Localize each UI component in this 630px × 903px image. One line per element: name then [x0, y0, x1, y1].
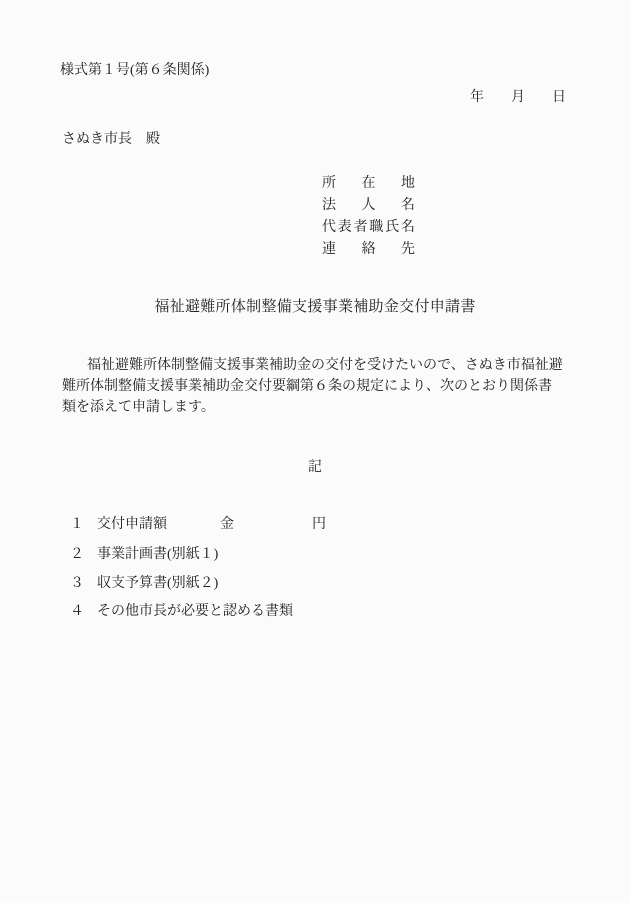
- list-item-budget: [70, 574, 218, 594]
- amount-suffix-yen-label: 円: [312, 517, 326, 532]
- body-paragraph-line: 福祉避難所体制整備支援事業補助金の交付を受けたいので、さぬき市福祉避: [87, 358, 563, 373]
- item-number: ２: [70, 547, 84, 562]
- body-paragraph-line: 類を添えて申請します。: [62, 400, 215, 415]
- applicant-info-block: [322, 173, 415, 261]
- applicant-field-representative: 代表者職氏名: [322, 220, 415, 235]
- document-title: 福祉避難所体制整備支援事業補助金交付申請書: [154, 299, 476, 315]
- item-text: その他市長が必要と認める書類: [97, 604, 293, 619]
- amount-prefix-yen-label: 金: [220, 517, 234, 532]
- body-paragraph-line: 難所体制整備支援事業補助金交付要綱第６条の規定により、次のとおり関係書: [62, 379, 552, 394]
- list-item-business-plan: [70, 545, 218, 565]
- item-number: ４: [70, 604, 84, 619]
- item-number: ３: [70, 576, 84, 591]
- applicant-field-corporate-name: 法人名: [322, 198, 415, 213]
- item-number: １: [70, 517, 84, 532]
- grant-amount-label: 交付申請額: [97, 517, 167, 532]
- list-item-grant-amount: [70, 515, 326, 535]
- list-item-other-documents: [70, 602, 293, 622]
- item-text: 事業計画書(別紙１): [97, 547, 219, 562]
- section-marker-ki: 記: [308, 460, 322, 475]
- form-number: 様式第１号(第６条関係): [60, 63, 210, 78]
- item-text: 収支予算書(別紙２): [97, 576, 219, 591]
- applicant-field-contact: 連絡先: [322, 242, 415, 257]
- applicant-field-address: 所在地: [322, 176, 415, 191]
- body-paragraph: [62, 355, 563, 418]
- addressee: さぬき市長 殿: [62, 132, 160, 147]
- date-line: 年 月 日: [470, 90, 573, 105]
